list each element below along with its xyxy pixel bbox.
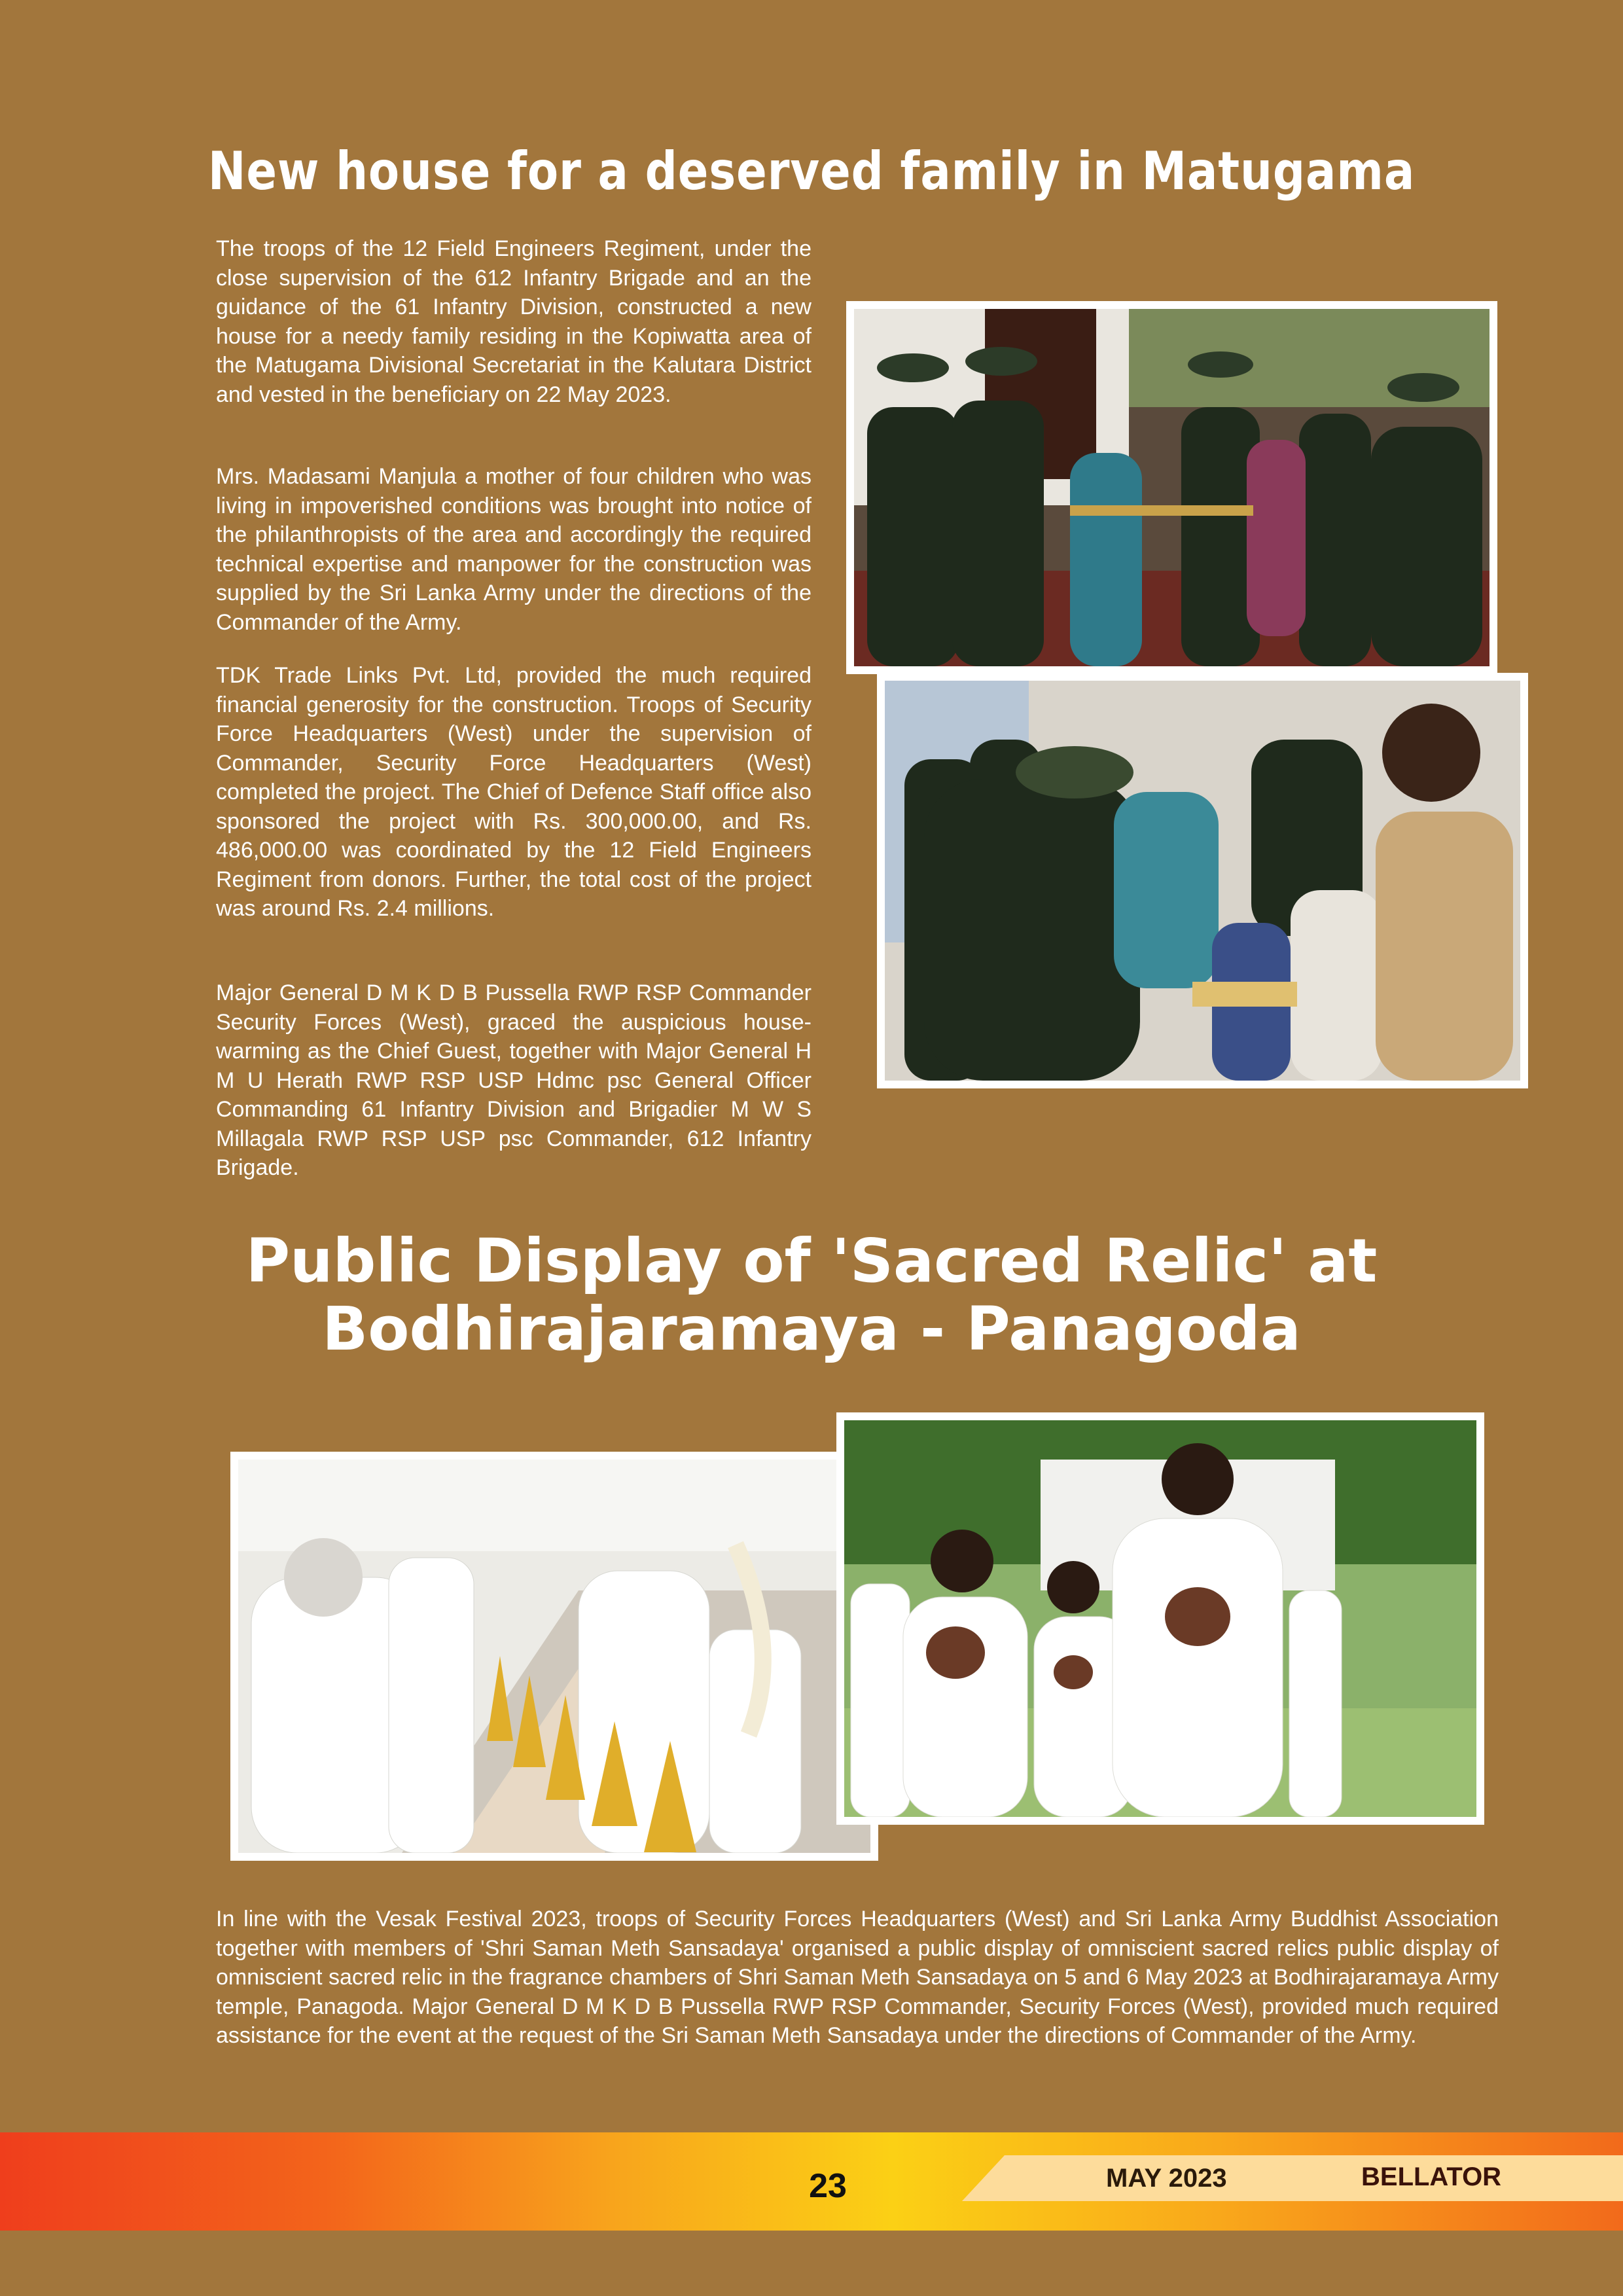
article-paragraph-1: The troops of the 12 Field Engineers Regiment, under the close supervision of the 612 Infantry Brigade and an the guidance of the 61 Infantry Division, constructed a new house for a needy family residing in the Kopiwatta area of the Matugama Divisional Secretariat in the Kalutara District and vested in the beneficiary on 22 May 2023. [216, 236, 812, 407]
magazine-name: BELLATOR [1361, 2162, 1502, 2191]
article-paragraph-2: Mrs. Madasami Manjula a mother of four children who was living in impoverished conditions was brought into notice of the philanthropists of the area and accordingly the required technical expertise and manpower for the construction was supplied by the Sri Lanka Army under the directions of the Commander of the Army. [216, 464, 812, 635]
relic-procession-photo [836, 1412, 1484, 1825]
key-handover-photo [846, 301, 1497, 674]
relic-worship-photo [230, 1452, 878, 1861]
article-paragraph-3: TDK Trade Links Pvt. Ltd, provided the much required financial generosity for the construction. Troops of Security Force Headquarters (West) under the supervision of Commander, Security Force Headquarters (West) completed the project. The Chief of Defence Staff office also sponsored the project with Rs. 300,000.00, and Rs. 486,000.00 was coordinated by the 12 Field Engineers Regiment from donors. Further, the total cost of the project was around Rs. 2.4 millions. [216, 663, 812, 921]
gift-presentation-photo [877, 673, 1528, 1088]
issue-date: MAY 2023 [1106, 2164, 1227, 2193]
footer-tab [962, 2155, 1623, 2201]
page-footer [0, 2132, 1623, 2231]
article-title-line-2: Bodhirajaramaya - Panagoda [322, 1294, 1301, 1364]
article-title-new-house: New house for a deserved family in Matugama [207, 141, 1416, 202]
article-paragraph-sacred-relic: In line with the Vesak Festival 2023, troops of Security Forces Headquarters (West) and Sri Lanka Army Buddhist Association together with members of 'Shri Saman Meth Sansadaya' organised a public display of omniscient sacred relics public display of omniscient sacred relic in the fragrance chambers of Shri Saman Meth Sansadaya on 5 and 6 May 2023 at Bodhirajaramaya Army temple, Panagoda. Major General D M K D B Pussella RWP RSP Commander, Security Forces (West), provided much required assistance for the event at the request of the Sri Saman Meth Sansadaya under the directions of Commander of the Army. [216, 1907, 1499, 2048]
article-title-line-1: Public Display of 'Sacred Relic' at [245, 1226, 1378, 1296]
page-number: 23 [809, 2167, 847, 2205]
article-title-sacred-relic [0, 1227, 1623, 1363]
article-paragraph-4: Major General D M K D B Pussella RWP RSP Commander Security Forces (West), graced the auspicious house-warming as the Chief Guest, together with Major General H M U Herath RWP RSP USP Hdmc psc General Officer Commanding 61 Infantry Division and Brigadier M W S Millagala RWP RSP USP psc Commander, 612 Infantry Brigade. [216, 980, 812, 1180]
